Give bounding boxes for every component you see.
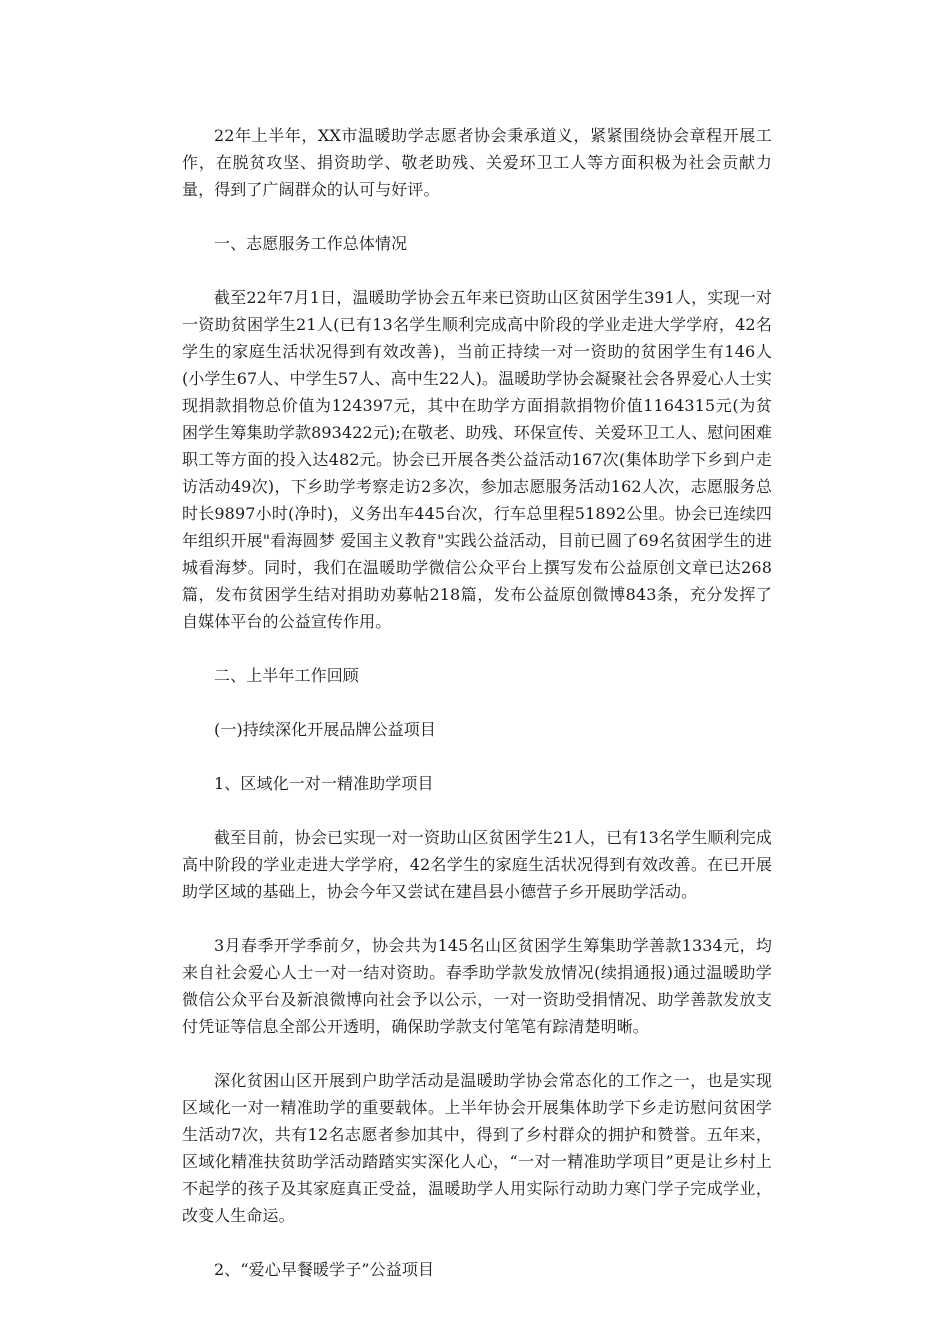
item-heading-breakfast-project: 2、“爱心早餐暖学子”公益项目 — [214, 1260, 435, 1279]
precise-aid-paragraph-1: 截至目前，协会已实现一对一资助山区贫困学生21人，已有13名学生顺利完成高中阶段的学业走进大学学府，42名学生的家庭生活状况得到有效改善。在已开展助学区域的基础上，协会今年又尝试在建昌县小德营子乡开展助学活动。 — [182, 828, 772, 901]
item-heading-precise-aid: 1、区域化一对一精准助学项目 — [214, 774, 434, 793]
overview-paragraph: 截至22年7月1日，温暖助学协会五年来已资助山区贫困学生391人，实现一对一资助贫困学生21人(已有13名学生顺利完成高中阶段的学业走进大学学府，42名学生的家庭生活状况得到有效改善)，当前正持续一对一资助的贫困学生有146人(小学生67人、中学生57人、高中生22人)。温暖助学协会凝聚社会各界爱心人士实现捐款捐物总价值为124397元，其中在助学方面捐款捐物价值1164315元(为贫困学生筹集助学款893422元);在敬老、助残、环保宣传、关爱环卫工人、慰问困难职工等方面的投入达482元。协会已开展各类公益活动167次(集体助学下乡到户走访活动49次)，下乡助学考察走访2多次，参加志愿服务活动162人次，志愿服务总时长9897小时(净时)，义务出车445台次，行车总里程51892公里。协会已连续四年组织开展"看海圆梦 爱国主义教育"实践公益活动，目前已圆了69名贫困学生的进城看海梦。同时，我们在温暖助学微信公众平台上撰写发布公益原创文章已达268篇，发布贫困学生结对捐助劝募帖218篇，发布公益原创微博843条，充分发挥了自媒体平台的公益宣传作用。 — [182, 288, 772, 631]
document-body — [182, 122, 772, 1310]
precise-aid-paragraph-3: 深化贫困山区开展到户助学活动是温暖助学协会常态化的工作之一，也是实现区域化一对一精准助学的重要载体。上半年协会开展集体助学下乡走访慰问贫困学生活动7次，共有12名志愿者参加其中，得到了乡村群众的拥护和赞誉。五年来，区域化精准扶贫助学活动踏踏实实深化人心，“一对一精准助学项目”更是让乡村上不起学的孩子及其家庭真正受益，温暖助学人用实际行动助力寒门学子完成学业，改变人生命运。 — [182, 1071, 772, 1225]
section-heading-overview: 一、志愿服务工作总体情况 — [214, 234, 408, 253]
section-heading-review: 二、上半年工作回顾 — [214, 666, 359, 685]
intro-paragraph: 22年上半年，XX市温暖助学志愿者协会秉承道义，紧紧围绕协会章程开展工作，在脱贫攻坚、捐资助学、敬老助残、关爱环卫工人等方面积极为社会贡献力量，得到了广阔群众的认可与好评。 — [182, 126, 772, 199]
precise-aid-paragraph-2: 3月春季开学季前夕，协会共为145名山区贫困学生筹集助学善款1334元，均来自社会爱心人士一对一结对资助。春季助学款发放情况(续捐通报)通过温暖助学微信公众平台及新浪微博向社会予以公示，一对一资助受捐情况、助学善款发放支付凭证等信息全部公开透明，确保助学款支付笔笔有踪清楚明晰。 — [182, 936, 772, 1036]
subsection-heading-brand-projects: (一)持续深化开展品牌公益项目 — [214, 720, 436, 739]
